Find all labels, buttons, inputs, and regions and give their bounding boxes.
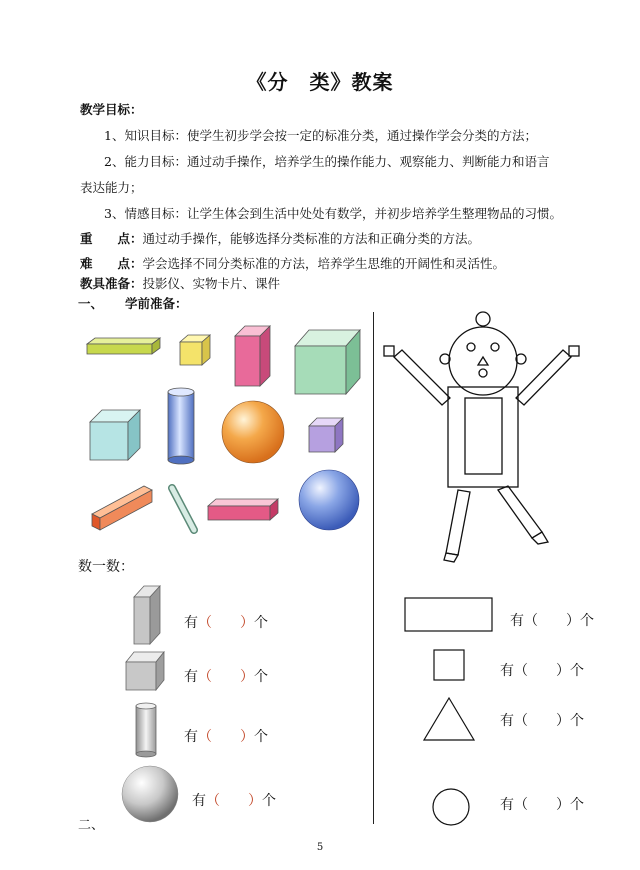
shape-robot-figure: [380, 310, 590, 565]
count-suffix: 个: [254, 729, 268, 745]
key-point-text: 通过动手操作，能够选择分类标准的方法和正确分类的方法。: [142, 231, 481, 246]
count-prefix: 有: [192, 793, 206, 809]
purple-cube: [309, 418, 343, 452]
gray-cuboid: [134, 586, 160, 644]
section-1-title: 学前准备：: [125, 296, 188, 311]
gray-cube: [126, 652, 164, 690]
key-point-label: 重 点：: [80, 231, 143, 246]
rectangle-count-row: [510, 610, 594, 630]
answer-blank[interactable]: （ ）: [198, 669, 254, 685]
triangle-count-row: [500, 710, 584, 730]
emotion-goal: 3、情感目标：让学生体会到生活中处处有数学，并初步培养学生整理物品的习惯。: [104, 206, 562, 221]
page-number: 5: [316, 842, 324, 853]
gray-solids-column: [118, 580, 188, 820]
count-suffix: 个: [570, 797, 584, 813]
count-prefix: 有: [184, 669, 198, 685]
cylinder-count-row: [184, 726, 268, 746]
ability-goal-cont: 表达能力；: [80, 180, 143, 195]
solid-shapes-illustration: [82, 322, 372, 542]
robot-right-arm: [516, 350, 571, 405]
pink-bar: [208, 499, 278, 520]
materials: [80, 274, 280, 292]
difficulty: [80, 254, 505, 272]
plane-shapes-column: [400, 594, 500, 830]
count-suffix: 个: [262, 793, 276, 809]
green-bar: [87, 338, 160, 354]
square-shape: [434, 650, 464, 680]
knowledge-goal: 1、知识目标：使学生初步学会按一定的标准分类，通过操作学会分类的方法；: [104, 128, 537, 143]
robot-left-foot: [444, 553, 458, 562]
materials-text: 投影仪、实物卡片、课件: [142, 276, 281, 291]
robot-left-eye: [467, 343, 475, 351]
blue-sphere: [299, 470, 359, 530]
cuboid-count-row: [184, 612, 268, 632]
count-suffix: 个: [570, 663, 584, 679]
robot-body-inner-rect: [465, 398, 502, 474]
count-prefix: 有: [500, 663, 514, 679]
column-divider: [373, 312, 374, 824]
orange-sphere: [222, 401, 284, 463]
robot-body-rect: [448, 387, 518, 487]
section-1-number: 一、: [78, 296, 104, 311]
answer-blank[interactable]: （ ）: [524, 613, 580, 629]
robot-right-leg: [498, 486, 542, 538]
yellow-cube: [180, 335, 210, 365]
robot-right-foot: [532, 532, 548, 544]
difficulty-text: 学会选择不同分类标准的方法，培养学生思维的开阔性和灵活性。: [142, 256, 506, 271]
answer-blank[interactable]: （ ）: [514, 797, 570, 813]
count-suffix: 个: [254, 669, 268, 685]
section-2-number: 二、: [78, 818, 105, 833]
robot-mouth-circle: [479, 369, 487, 377]
robot-left-leg: [446, 490, 470, 555]
cube-count-row: [184, 666, 268, 686]
count-prefix: 有: [184, 615, 198, 631]
circle-count-row: [500, 794, 584, 814]
rectangle-shape: [405, 598, 492, 631]
count-prefix: 有: [184, 729, 198, 745]
pink-cuboid: [235, 326, 270, 386]
ability-goal: 2、能力目标：通过动手操作，培养学生的操作能力、观察能力、判断能力和语言: [104, 154, 550, 169]
count-label: 数一数：: [78, 559, 134, 575]
answer-blank[interactable]: （ ）: [198, 729, 254, 745]
green-cube: [295, 330, 360, 394]
difficulty-label: 难 点：: [80, 256, 143, 271]
section-1: [78, 294, 188, 312]
robot-nose-triangle: [478, 357, 488, 365]
goals-heading: 教学目标：: [80, 102, 143, 117]
robot-right-hand: [569, 346, 579, 356]
answer-blank[interactable]: （ ）: [514, 663, 570, 679]
answer-blank[interactable]: （ ）: [206, 793, 262, 809]
gray-sphere: [122, 766, 178, 822]
materials-label: 教具准备：: [80, 276, 143, 291]
sphere-count-row: [192, 790, 276, 810]
answer-blank[interactable]: （ ）: [514, 713, 570, 729]
robot-hat-circle: [476, 312, 490, 326]
count-suffix: 个: [580, 613, 594, 629]
count-suffix: 个: [254, 615, 268, 631]
gray-rod: [172, 488, 194, 530]
blue-cylinder: [168, 388, 194, 464]
count-suffix: 个: [570, 713, 584, 729]
teal-cube: [90, 410, 140, 460]
answer-blank[interactable]: （ ）: [198, 615, 254, 631]
orange-bar: [92, 486, 152, 530]
square-count-row: [500, 660, 584, 680]
key-point: [80, 229, 480, 247]
page-title: 《分 类》教案: [246, 70, 394, 94]
gray-cylinder: [136, 703, 156, 757]
count-prefix: 有: [500, 713, 514, 729]
robot-left-hand: [384, 346, 394, 356]
count-prefix: 有: [500, 797, 514, 813]
triangle-shape: [424, 698, 474, 740]
robot-left-arm: [394, 350, 450, 405]
robot-head-circle: [449, 327, 517, 395]
count-prefix: 有: [510, 613, 524, 629]
robot-right-eye: [491, 343, 499, 351]
circle-shape: [433, 789, 469, 825]
